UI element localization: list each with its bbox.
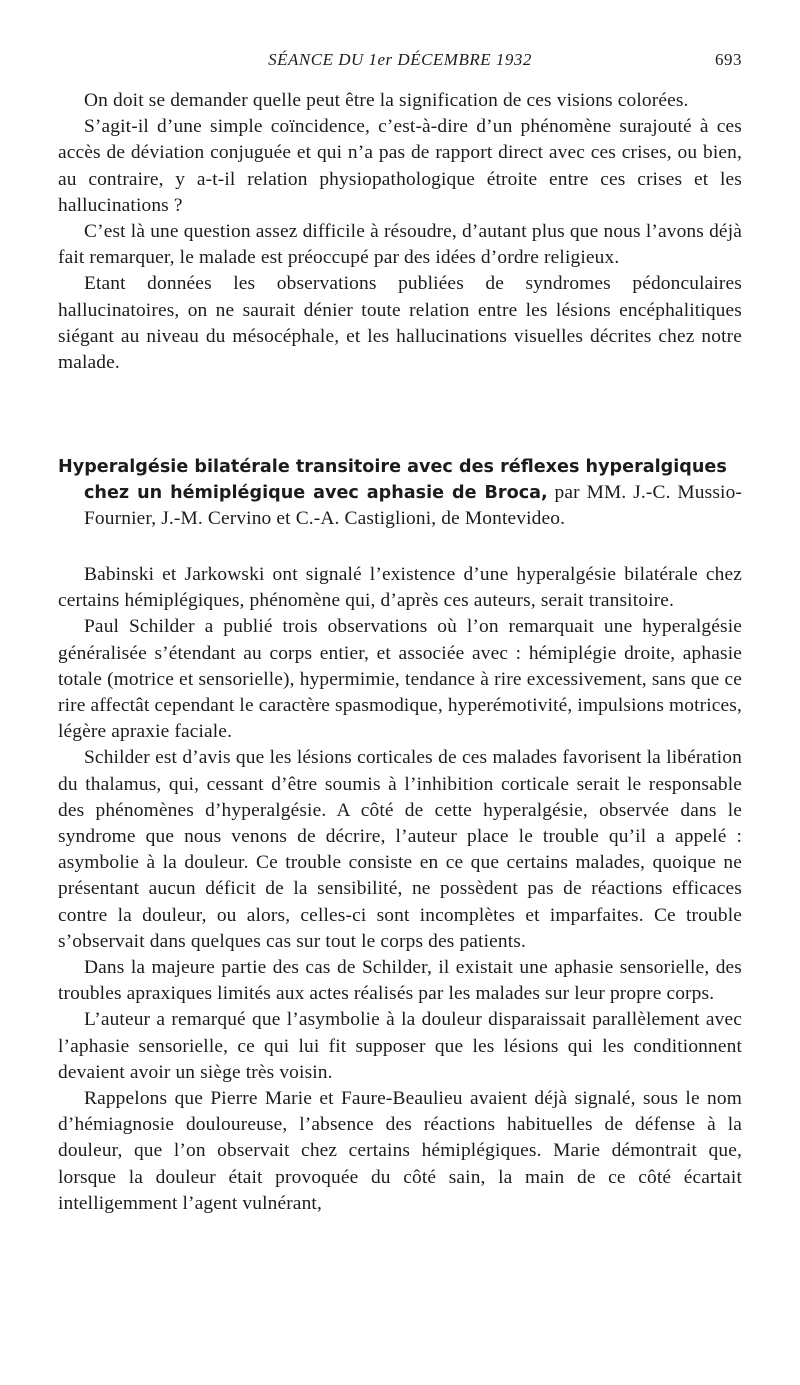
paragraph: S’agit-il d’une simple coïncidence, c’est-à-dire d’un phénomène surajouté à ces accès de déviation conjuguée et qui n’a pas de rapport direct avec ces crises, ou bien, au contraire, y a-t-il relation physiopathologique étroite entre ces crises et les hallucinations ? (58, 116, 742, 216)
article-title-line1: Hyperalgésie bilatérale transitoire avec des réflexes hyperalgiques (58, 457, 727, 477)
paragraph: Rappelons que Pierre Marie et Faure-Beaulieu avaient déjà signalé, sous le nom d’hémiagnosie douloureuse, l’absence des réactions habituelles de défense à la douleur, que l’on observait chez certains hémiplégiques. Marie démontrait que, lorsque la douleur était provoquée du côté sain, la main de ce côté écartait intelligemment l’agent vulnérant, (58, 1088, 742, 1214)
paragraph: Dans la majeure partie des cas de Schilder, il existait une aphasie sensorielle, des troubles apraxiques limités aux actes réalisés par les malades sur leur propre corps. (58, 957, 742, 1005)
paragraph: Etant données les observations publiées de syndromes pédonculaires hallucinatoires, on ne saurait dénier toute relation entre les lésions encéphalitiques siégant au niveau du mésocéphale, et les hallucinations visuelles décrites chez notre malade. (58, 273, 742, 374)
paragraph: L’auteur a remarqué que l’asymbolie à la douleur disparaissait parallèlement avec l’aphasie sensorielle, ce qui lui fit supposer que les lésions qui les conditionnent devaient avoir un siège très voisin. (58, 1009, 742, 1083)
paragraph: Paul Schilder a publié trois observations où l’on remarquait une hyperalgésie généralisée s’étendant au corps entier, et associée avec : hémiplégie droite, aphasie totale (motrice et sensorielle), hypermimie, tendance à rire excessivement, sans que ce rire affectât cependant le caractère spasmodique, hyperémotivité, impulsions motrices, légère apraxie faciale. (58, 616, 742, 743)
article-body (58, 562, 742, 1217)
previous-article-text (58, 88, 742, 376)
paragraph: Schilder est d’avis que les lésions corticales de ces malades favorisent la libération du thalamus, qui, cessant d’être soumis à l’inhibition corticale serait le responsable des phénomènes d’hyperalgésie. A côté de cette hyperalgésie, observée dans le syndrome que nous venons de décrire, l’auteur place le trouble qu’il a appelé : asymbolie à la douleur. Ce trouble consiste en ce que certains malades, quoique ne présentant aucun déficit de la sensibilité, ne possèdent pas de réactions efficaces contre la douleur, ou alors, celles-ci sont incomplètes et imparfaites. Ce trouble s’observait dans quelques cas sur tout le corps des patients. (58, 747, 742, 952)
running-head (58, 50, 742, 74)
running-head-title: SÉANCE DU 1er DÉCEMBRE 1932 (268, 50, 532, 69)
paragraph: C’est là une question assez difficile à résoudre, d’autant plus que nous l’avons déjà fait remarquer, le malade est préoccupé par des idées d’ordre religieux. (58, 221, 742, 269)
article-authors: par MM. J.-C. Mussio-Fournier, J.-M. Cervino et C.-A. Castiglioni, de Montevideo. (84, 482, 743, 530)
paragraph: On doit se demander quelle peut être la signification de ces visions colorées. (84, 90, 689, 111)
paragraph: Babinski et Jarkowski ont signalé l’existence d’une hyperalgésie bilatérale chez certains hémiplégiques, phénomène qui, d’après ces auteurs, serait transitoire. (58, 564, 742, 612)
page-number: 693 (715, 50, 742, 69)
article-title-line2: chez un hémiplégique avec aphasie de Broca, (84, 483, 548, 504)
article-heading (58, 454, 742, 533)
